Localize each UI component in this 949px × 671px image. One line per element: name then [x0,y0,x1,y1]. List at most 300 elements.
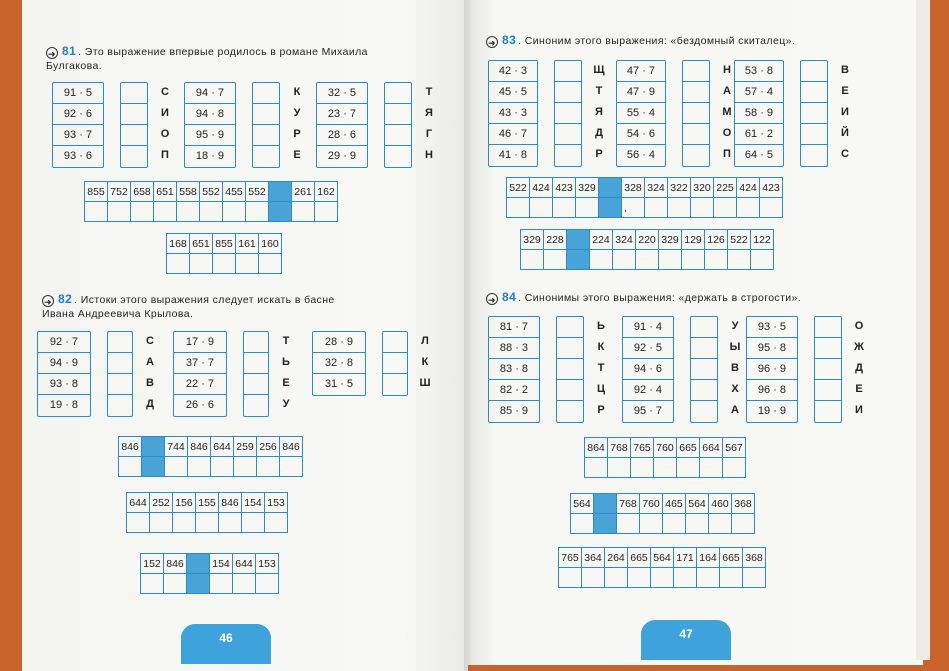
answer-box[interactable] [801,124,827,145]
answer-box[interactable] [557,317,583,338]
number-cell: 564 [571,494,594,514]
letter-label: Р [595,148,603,160]
letter-label: Щ [593,64,605,76]
number-cell: 665 [720,548,743,568]
letter-label: Д [855,362,863,374]
letter-input-cell[interactable] [674,568,697,588]
letter-label: Г [425,128,433,140]
expression-cell: 54 · 6 [617,124,665,145]
number-cell: 324 [613,230,636,250]
number-cell: 126 [705,230,728,250]
number-cell: 768 [608,438,631,458]
number-cell: 552 [246,182,269,202]
letter-label: Я [595,106,603,118]
letter-input-cell[interactable] [173,513,196,533]
answer-box[interactable] [691,359,717,380]
letter-input-cell[interactable] [530,198,553,218]
letter-label: Р [597,404,605,416]
answer-box[interactable] [121,125,147,146]
letter-input-cell[interactable] [723,458,746,478]
answer-box[interactable] [691,317,717,338]
number-cell: 455 [223,182,246,202]
arrow-icon: ➜ [46,47,58,59]
expression-cell: 94 · 7 [185,83,235,104]
answer-box[interactable] [555,103,581,124]
answer-box[interactable] [801,145,827,166]
answer-box[interactable] [244,353,268,374]
number-cell: 122 [751,230,774,250]
number-cell: 765 [559,548,582,568]
letter-row [167,254,282,274]
letter-input-cell[interactable] [259,254,282,274]
answer-box[interactable] [691,338,717,359]
expression-cell: 81 · 7 [489,317,539,338]
expression-cell: 96 · 9 [747,359,797,380]
answer-box[interactable] [801,61,827,82]
letter-label: Е [282,377,290,389]
answer-table [140,553,279,594]
number-cell: 651 [190,234,213,254]
space-cell [599,178,622,198]
letter-row [119,457,303,477]
number-cell: 259 [234,437,257,457]
letter-input-cell[interactable] [196,513,219,533]
letter-input-cell[interactable] [631,458,654,478]
letter-input-cell[interactable] [640,514,663,534]
letter-row [85,202,338,222]
answer-box[interactable] [557,380,583,401]
answer-box[interactable] [244,332,268,353]
answer-box[interactable] [683,61,709,82]
letter-input-cell[interactable] [636,250,659,270]
answer-box[interactable] [121,83,147,104]
letter-input-cell[interactable] [709,514,732,534]
space-cell [594,494,617,514]
expression-cell: 19 · 8 [49,399,79,411]
expression-cell: 55 · 4 [617,103,665,124]
answer-box[interactable] [691,401,717,422]
letter-input-cell[interactable] [257,457,280,477]
expression-cell: 22 · 7 [174,374,226,395]
expression-column [173,331,227,417]
letter-label: Й [841,127,849,139]
letter-input-cell[interactable] [697,568,720,588]
number-cell: 567 [723,438,746,458]
expression-cell: 58 · 9 [735,103,783,124]
letter-input-cell[interactable] [608,458,631,478]
number-cell: 368 [732,494,755,514]
answer-box[interactable] [815,338,841,359]
expression-cell: 94 · 8 [185,104,235,125]
letter-input-cell[interactable] [213,254,236,274]
answer-box-column [554,60,582,167]
expression-cell: 29 · 9 [327,150,357,162]
letter-column [290,82,304,166]
answer-box[interactable] [121,104,147,125]
expression-cell: 17 · 9 [174,332,226,353]
letter-input-cell[interactable] [628,568,651,588]
number-cell: 564 [686,494,709,514]
answer-box[interactable] [253,146,279,167]
number-cell: 156 [173,493,196,513]
answer-box[interactable] [683,82,709,103]
letter-column [158,82,172,166]
letter-input-cell[interactable] [507,198,530,218]
answer-box[interactable] [815,380,841,401]
number-cell: 225 [714,178,737,198]
letter-input-cell[interactable] [280,457,303,477]
answer-box[interactable] [253,104,279,125]
letter-label: Д [595,127,603,139]
letter-input-cell[interactable] [720,568,743,588]
number-cell: 220 [636,230,659,250]
expression-column [184,82,236,168]
number-row [167,234,282,254]
letter-input-cell[interactable] [732,514,755,534]
letter-label: У [282,398,290,410]
answer-box-column [800,60,828,167]
number-cell: 644 [211,437,234,457]
letter-input-cell[interactable] [108,202,131,222]
letter-input-cell[interactable] [265,513,288,533]
answer-box-column [384,82,412,168]
answer-box[interactable] [801,103,827,124]
letter-label: Е [293,149,301,161]
expression-column [622,316,674,423]
letter-input-cell[interactable] [659,250,682,270]
letter-input-cell[interactable] [582,568,605,588]
letter-column [594,316,608,421]
expression-cell: 83 · 8 [489,359,539,380]
letter-input-cell[interactable] [705,250,728,270]
expression-column [316,82,368,168]
letter-input-cell[interactable] [246,202,269,222]
expression-column [734,60,784,167]
letter-input-cell[interactable] [544,250,567,270]
number-cell: 228 [544,230,567,250]
answer-box[interactable] [385,83,411,104]
letter-input-cell[interactable] [236,254,259,274]
number-cell: 658 [131,182,154,202]
letter-input-cell[interactable] [127,513,150,533]
letter-input-cell[interactable] [654,458,677,478]
expression-cell: 95 · 9 [185,125,235,146]
answer-box[interactable] [121,146,147,167]
letter-label: Ы [729,341,741,353]
task-number: 82 [58,292,73,306]
answer-box-column [107,331,133,417]
answer-box[interactable] [383,332,407,353]
number-cell: 264 [605,548,628,568]
letter-label: А [146,356,154,368]
letter-label: А [731,404,739,416]
letter-label: К [597,341,605,353]
answer-box[interactable] [555,145,581,166]
task-84-heading [486,290,906,305]
answer-box[interactable] [801,82,827,103]
number-cell: 665 [677,438,700,458]
task-number: 83 [502,33,517,47]
space-cell [142,437,165,457]
number-cell: 752 [108,182,131,202]
letter-input-cell[interactable] [559,568,582,588]
answer-box[interactable] [108,332,132,353]
expression-cell: 31 · 5 [324,378,354,390]
letter-input-cell[interactable] [677,458,700,478]
number-cell: 846 [119,437,142,457]
letter-input-cell[interactable] [119,457,142,477]
number-cell: 644 [127,493,150,513]
answer-box[interactable] [253,125,279,146]
expression-cell: 32 · 8 [313,353,365,374]
letter-label: И [841,106,849,118]
letter-label: И [161,107,169,119]
letter-label: К [293,86,301,98]
answer-box[interactable] [253,83,279,104]
number-cell: 261 [292,182,315,202]
answer-box-column [252,82,280,168]
answer-box[interactable] [683,124,709,145]
answer-box[interactable] [383,374,407,395]
space-cell[interactable] [567,250,590,270]
number-cell: 460 [709,494,732,514]
answer-box[interactable] [557,401,583,422]
answer-box[interactable] [385,125,411,146]
answer-box[interactable] [108,353,132,374]
letter-column [418,331,432,394]
letter-input-cell[interactable] [521,250,544,270]
answer-box[interactable] [691,380,717,401]
answer-box[interactable] [385,104,411,125]
number-cell: 522 [728,230,751,250]
letter-label: О [722,127,732,139]
number-cell: 744 [165,437,188,457]
letter-label: Н [723,64,731,76]
letter-input-cell[interactable] [177,202,200,222]
number-cell: 768 [617,494,640,514]
answer-box[interactable] [557,359,583,380]
letter-input-cell[interactable] [728,250,751,270]
letter-row [585,458,746,478]
letter-input-cell[interactable] [682,250,705,270]
number-cell: 651 [154,182,177,202]
answer-table [84,181,338,222]
letter-input-cell[interactable] [737,198,760,218]
task-83-heading [486,33,906,48]
answer-box[interactable] [815,359,841,380]
letter-input-cell[interactable] [190,254,213,274]
answer-box[interactable] [555,124,581,145]
letter-input-cell[interactable] [605,568,628,588]
answer-box[interactable] [244,395,268,416]
expression-cell: 43 · 3 [489,103,537,124]
expression-cell: 92 · 5 [623,338,673,359]
space-cell[interactable] [142,457,165,477]
answer-table [558,547,766,588]
letter-input-cell[interactable] [292,202,315,222]
letter-input-cell[interactable] [553,198,576,218]
letter-label: Е [841,85,849,97]
number-cell: 153 [256,554,279,574]
letter-input-cell[interactable] [691,198,714,218]
number-cell: 665 [628,548,651,568]
letter-label: Л [421,335,429,347]
letter-input-cell[interactable] [585,458,608,478]
space-cell[interactable] [187,574,210,594]
letter-label: Р [293,128,301,140]
number-cell: 153 [265,493,288,513]
letter-input-cell[interactable] [165,457,188,477]
task-text-line2: Ивана Андреевича Крылова. [42,308,194,320]
number-row [127,493,288,513]
task-number: 81 [62,44,77,58]
letter-input-cell[interactable] [154,202,177,222]
space-cell[interactable] [269,202,292,222]
letter-column [728,316,742,421]
number-cell: 129 [682,230,705,250]
arrow-icon: ➜ [486,36,498,48]
letter-input-cell[interactable] [210,574,233,594]
expression-cell: 28 · 9 [313,332,365,353]
expression-column [746,316,798,423]
letter-input-cell[interactable] [700,458,723,478]
answer-box[interactable] [683,103,709,124]
letter-input-cell[interactable] [211,457,234,477]
letter-input-cell[interactable] [141,574,164,594]
number-cell: 364 [582,548,605,568]
letter-input-cell[interactable] [590,250,613,270]
expression-cell: 47 · 7 [617,61,665,82]
letter-input-cell[interactable] [200,202,223,222]
letter-input-cell[interactable] [714,198,737,218]
letter-label: О [854,320,864,332]
expression-cell: 88 · 3 [489,338,539,359]
letter-input-cell[interactable] [234,457,257,477]
letter-input-cell[interactable] [164,574,187,594]
number-cell: 161 [236,234,259,254]
answer-box[interactable] [385,146,411,167]
letter-label: Ь [597,320,605,332]
answer-box[interactable] [555,61,581,82]
number-cell: 846 [164,554,187,574]
number-cell: 322 [668,178,691,198]
space-cell[interactable] [599,198,622,218]
space-cell[interactable] [594,514,617,534]
letter-label: Н [425,149,433,161]
number-cell: 324 [645,178,668,198]
letter-input-cell[interactable] [613,250,636,270]
answer-table [570,493,755,534]
answer-box[interactable] [815,401,841,422]
letter-input-cell[interactable] [760,198,783,218]
letter-input-cell[interactable] [651,568,674,588]
number-row [507,178,783,198]
answer-table [166,233,282,274]
letter-input-cell[interactable]: , [622,198,645,218]
letter-label: Х [731,383,739,395]
letter-input-cell[interactable] [85,202,108,222]
expression-cell: 93 · 6 [63,150,93,162]
answer-box[interactable] [383,353,407,374]
number-cell: 664 [700,438,723,458]
expression-cell: 94 · 9 [38,353,90,374]
letter-input-cell[interactable] [131,202,154,222]
answer-table [520,229,774,270]
number-cell: 171 [674,548,697,568]
letter-label: И [855,404,863,416]
answer-box-column [120,82,148,168]
number-cell: 256 [257,437,280,457]
letter-input-cell[interactable] [617,514,640,534]
letter-row [521,250,774,270]
number-cell: 864 [585,438,608,458]
letter-input-cell[interactable] [223,202,246,222]
letter-input-cell[interactable] [645,198,668,218]
letter-input-cell[interactable] [315,202,338,222]
letter-label: В [841,64,849,76]
answer-box[interactable] [815,317,841,338]
letter-input-cell[interactable] [150,513,173,533]
expression-column [37,331,91,417]
letter-label: П [723,148,731,160]
expression-column [488,316,540,423]
letter-input-cell[interactable] [256,574,279,594]
answer-box-column [556,316,584,423]
letter-column [592,60,606,165]
answer-box-column [690,316,718,423]
letter-input-cell[interactable] [743,568,766,588]
answer-box[interactable] [244,374,268,395]
number-cell: 423 [553,178,576,198]
letter-input-cell[interactable] [576,198,599,218]
letter-label: У [293,107,301,119]
letter-label: Т [595,85,603,97]
letter-input-cell[interactable] [663,514,686,534]
expression-cell: 57 · 4 [735,82,783,103]
letter-input-cell[interactable] [219,513,242,533]
answer-box[interactable] [683,145,709,166]
expression-cell: 82 · 2 [489,380,539,401]
letter-input-cell[interactable] [167,254,190,274]
letter-input-cell[interactable] [242,513,265,533]
answer-box[interactable] [108,374,132,395]
letter-column [838,60,852,165]
letter-input-cell[interactable] [571,514,594,534]
letter-input-cell[interactable] [668,198,691,218]
letter-input-cell[interactable] [188,457,211,477]
number-cell: 224 [590,230,613,250]
expression-cell: 46 · 7 [489,124,537,145]
answer-box[interactable] [108,395,132,416]
expression-cell: 92 · 6 [53,104,103,125]
letter-input-cell[interactable] [751,250,774,270]
letter-column [143,331,157,415]
expression-cell: 41 · 8 [498,149,528,161]
expression-cell: 23 · 7 [317,104,367,125]
letter-input-cell[interactable] [233,574,256,594]
letter-label: Я [425,107,433,119]
answer-box[interactable] [557,338,583,359]
answer-table [126,492,288,533]
answer-box-column [814,316,842,423]
number-cell: 855 [213,234,236,254]
number-cell: 368 [743,548,766,568]
number-cell: 765 [631,438,654,458]
letter-input-cell[interactable] [686,514,709,534]
expression-cell: 93 · 7 [53,125,103,146]
answer-box[interactable] [555,82,581,103]
book-spine [464,0,472,671]
